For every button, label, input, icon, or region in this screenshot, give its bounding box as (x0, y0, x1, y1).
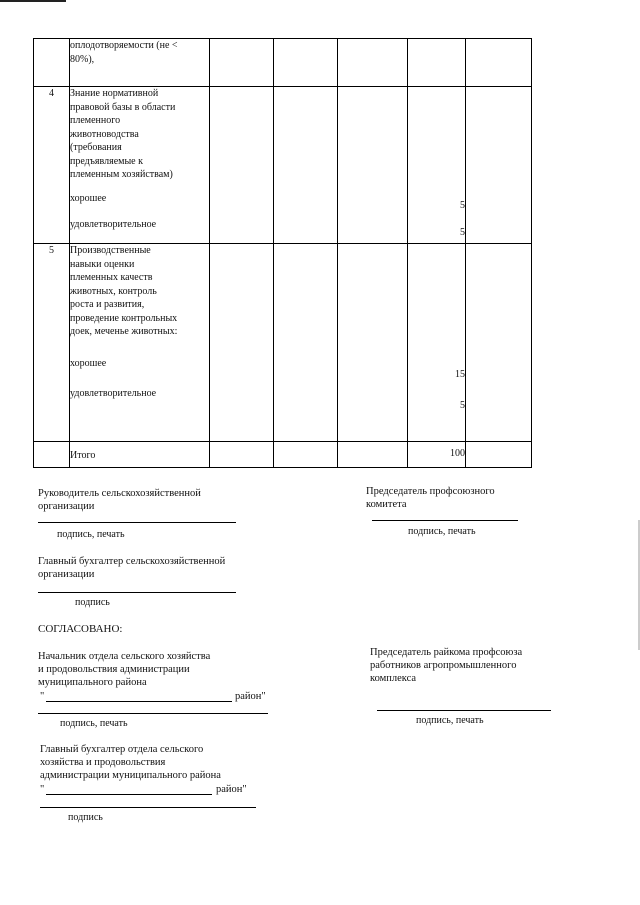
total-label: Итого (70, 442, 210, 468)
dept-accountant-caption: подпись (68, 812, 103, 823)
dept-head-title: Начальник отдела сельского хозяйства и продовольствия администрации муниципального района (38, 651, 211, 688)
rating-label: удовлетворительное (70, 388, 157, 399)
signature-line (372, 520, 518, 521)
raikom-chair-title: Председатель райкома профсоюза работников агропромышленного комплекса (370, 647, 523, 684)
chief-accountant-title: Главный бухгалтер сельскохозяйственной организации (38, 556, 226, 580)
scan-edge-top (0, 0, 66, 2)
score-value: 5 (460, 200, 465, 211)
criterion-text: Знание нормативной правовой базы в области племенного животноводства (требования предъявляемые к племенным хозяйствам) хорошее удовлетворительное (70, 87, 210, 244)
table-row (34, 39, 532, 87)
dept-accountant-district-suffix: район" (216, 784, 247, 795)
dept-head-district-prefix: " (40, 691, 45, 702)
rating-label: удовлетворительное (70, 219, 157, 230)
criterion-text: оплодотворяемости (не < 80%), (70, 39, 210, 87)
signature-line (38, 592, 236, 593)
score-value: 5 (460, 399, 465, 411)
total-value: 100 (408, 442, 466, 468)
signature-line (38, 713, 268, 714)
dept-accountant-title: Главный бухгалтер отдела сельского хозяйства и продовольствия администрации муниципального района (40, 744, 221, 781)
agreed-heading: СОГЛАСОВАНО: (38, 623, 123, 635)
union-chair-title: Председатель профсоюзного комитета (366, 486, 495, 510)
district-line (46, 794, 212, 795)
rating-label: хорошее (70, 192, 107, 204)
score-value: 15 (455, 369, 465, 380)
head-caption: подпись, печать (57, 529, 125, 540)
raikom-chair-caption: подпись, печать (416, 715, 484, 726)
head-title: Руководитель сельскохозяйственной организации (38, 488, 201, 512)
evaluation-table (33, 38, 532, 468)
signature-line (38, 522, 236, 523)
rating-label: хорошее (70, 357, 107, 369)
district-line (46, 701, 232, 702)
score-value: 5 (460, 226, 465, 238)
row-number: 4 (34, 87, 70, 244)
signature-line (377, 710, 551, 711)
row-number: 5 (34, 244, 70, 442)
table-row-total (34, 442, 532, 468)
union-chair-caption: подпись, печать (408, 526, 476, 537)
row-number (34, 39, 70, 87)
dept-accountant-district-prefix: " (40, 784, 45, 795)
score-cell (408, 244, 466, 442)
chief-accountant-caption: подпись (75, 597, 110, 608)
table-row (34, 87, 532, 244)
dept-head-caption: подпись, печать (60, 718, 128, 729)
criterion-text: Производственные навыки оценки племенных качеств животных, контроль роста и развития, проведение контрольных доек, меченье животных: хорошее удовлетворительное (70, 244, 210, 442)
dept-head-district-suffix: район" (235, 691, 266, 702)
table-row (34, 244, 532, 442)
signature-line (40, 807, 256, 808)
score-cell (408, 87, 466, 244)
